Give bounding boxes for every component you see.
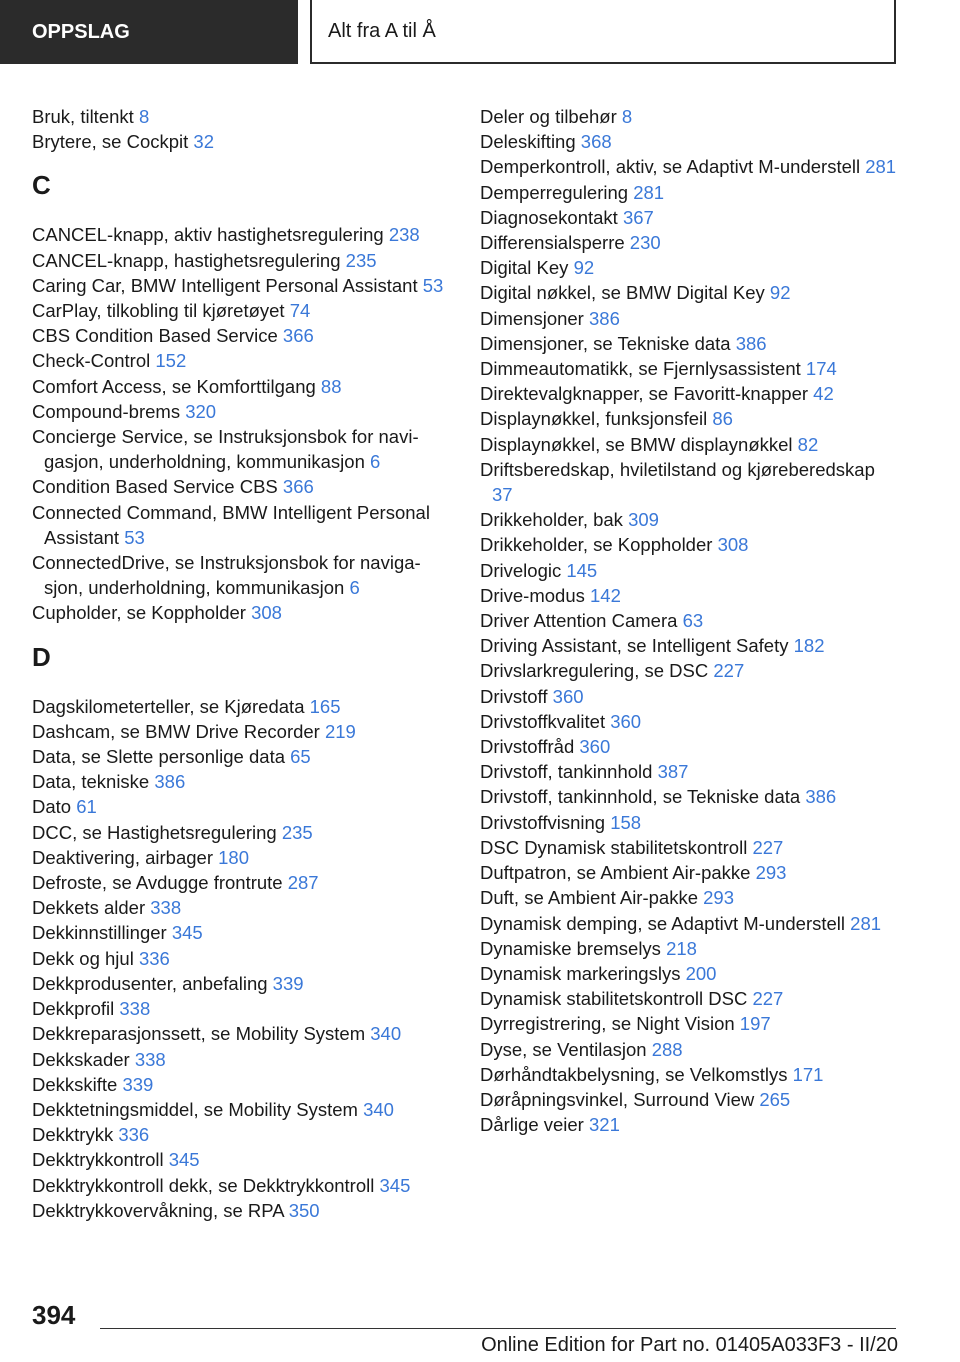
index-entry-term: Digital nøkkel, se BMW Digital Key: [480, 282, 765, 304]
index-entry-term: CBS Condition Based Service: [32, 325, 278, 347]
index-entry-term: Deler og tilbehør: [480, 106, 617, 127]
index-entry-term: Drivelogic: [480, 559, 562, 581]
index-entry: [480, 911, 900, 936]
index-entry-page-link[interactable]: 158: [610, 811, 642, 833]
index-entry-page-link[interactable]: 227: [713, 660, 745, 682]
index-entry: [480, 507, 900, 532]
index-entry-term: Drivslarkregulering, se DSC: [480, 660, 709, 682]
index-entry-term: Direktevalgknapper, se Favoritt-knapper: [480, 383, 809, 405]
index-entry-page-link[interactable]: 235: [345, 249, 377, 271]
index-entry-page-link[interactable]: 308: [251, 602, 282, 624]
index-entry-page-link[interactable]: 197: [739, 1013, 771, 1035]
index-entry: [480, 835, 900, 860]
index-entry-term: Drivstoffvisning: [480, 811, 606, 833]
index-entry-page-link[interactable]: 218: [666, 937, 697, 959]
index-entry: [480, 230, 900, 255]
index-entry-term: Drivstoffråd: [480, 736, 575, 758]
section-tab: [0, 0, 298, 64]
index-entry-page-link[interactable]: 350: [288, 1199, 320, 1221]
index-entry-term: Driver Attention Camera: [480, 610, 678, 632]
index-entry: [32, 424, 452, 474]
index-entry-term: Duftpatron, se Ambient Air-pakke: [480, 862, 751, 884]
index-entry-term: Data, tekniske: [32, 771, 150, 793]
index-entry: [480, 961, 900, 986]
index-entry: [480, 1112, 900, 1137]
index-entry-term: Dynamiske bremselys: [480, 937, 661, 959]
chapter-title: Alt fra A til Å: [328, 19, 436, 42]
index-entry-page-link[interactable]: 340: [363, 1098, 394, 1120]
index-entry: [480, 583, 900, 608]
index-entry-page-link[interactable]: 86: [712, 408, 733, 430]
index-entry-term: Concierge Service, se Instruksjonsbok for navigasjon, underholdning, kommunikasjon: [32, 426, 419, 473]
index-entry-term: Dagskilometerteller, se Kjøredata: [32, 695, 305, 717]
index-entry-term: Dørhåndtakbelysning, se Velkomstlys: [480, 1063, 788, 1085]
index-entry-page-link[interactable]: 293: [755, 862, 787, 884]
index-entry: [480, 986, 900, 1011]
index-entry: [32, 946, 452, 971]
index-entry: [32, 971, 452, 996]
index-entry-page-link[interactable]: 174: [805, 358, 837, 380]
index-entry-page-link[interactable]: 82: [797, 433, 819, 455]
index-entry-page-link[interactable]: 200: [685, 962, 717, 984]
index-entry-page-link[interactable]: 180: [218, 846, 249, 868]
index-entry: [480, 255, 900, 280]
page-number: 394: [32, 1300, 76, 1330]
index-entry: [480, 104, 900, 129]
index-entry-term: Dekktrykkontroll dekk, se Dekktrykkontroll: [32, 1174, 375, 1196]
index-entry-page-link[interactable]: 171: [792, 1063, 824, 1085]
index-entry-term: Connected Command, BMW Intelligent Personal Assistant: [32, 501, 430, 548]
index-entry-term: Drikkeholder, se Koppholder: [480, 534, 713, 556]
index-entry-term: Dekkskifte: [32, 1073, 118, 1095]
index-entry-page-link[interactable]: 65: [290, 746, 311, 768]
index-entry-page-link[interactable]: 182: [793, 635, 825, 657]
index-entry: [480, 154, 900, 179]
index-entry-page-link[interactable]: 339: [272, 972, 304, 994]
index-entry-term: Dekktrykk: [32, 1124, 114, 1146]
index-entry: [32, 298, 452, 323]
index-entry-page-link[interactable]: 265: [759, 1088, 791, 1110]
index-entry: [32, 273, 452, 298]
index-entry: [32, 1122, 452, 1147]
index-entry-page-link[interactable]: 8: [621, 106, 633, 127]
index-entry-page-link[interactable]: 366: [282, 476, 314, 498]
index-entry-term: Dekkreparasjonssett, se Mobility System: [32, 1023, 366, 1045]
index-entry: [32, 845, 452, 870]
footer-divider: [100, 1328, 896, 1329]
index-entry-term: ConnectedDrive, se Instruksjonsbok for navigasjon, underholdning, kommunikasjon: [32, 552, 421, 599]
index-entry-page-link[interactable]: 368: [580, 131, 612, 153]
index-entry: [32, 222, 452, 247]
index-entry-term: Dekkskader: [32, 1048, 130, 1070]
index-entry: [32, 374, 452, 399]
index-entry: [32, 474, 452, 499]
index-entry: [480, 734, 900, 759]
index-entry: [480, 608, 900, 633]
index-entry: [32, 1047, 452, 1072]
index-entry: [32, 895, 452, 920]
index-entry-term: Drivstoff, tankinnhold: [480, 761, 653, 783]
index-entry: [32, 323, 452, 348]
index-entry: [480, 1062, 900, 1087]
index-entry: [32, 1147, 452, 1172]
index-entry: [32, 399, 452, 424]
index-entry-page-link[interactable]: 360: [610, 710, 642, 732]
index-letter-heading: D: [32, 641, 51, 672]
section-label: OPPSLAG: [32, 20, 130, 43]
index-entry: [480, 709, 900, 734]
index-entry-term: Data, se Slette personlige data: [32, 746, 285, 768]
index-entry-term: Dato: [32, 796, 72, 818]
index-entry-page-link[interactable]: 308: [717, 534, 749, 556]
index-entry-page-link[interactable]: 345: [379, 1174, 411, 1196]
index-entry: [32, 794, 452, 819]
index-entry: [32, 600, 452, 625]
index-entry-page-link[interactable]: 142: [590, 584, 621, 606]
index-entry-term: Drivstoff: [480, 685, 548, 707]
index-entry: [32, 1198, 452, 1223]
index-entry-page-link[interactable]: 338: [134, 1048, 166, 1070]
index-entry-term: Defroste, se Avdugge frontrute: [32, 872, 283, 894]
index-entry: [32, 694, 452, 719]
index-entry: [32, 1072, 452, 1097]
index-entry-page-link[interactable]: 227: [752, 836, 784, 858]
index-entry: [32, 348, 452, 373]
index-entry: [32, 870, 452, 895]
index-entry-page-link[interactable]: 386: [154, 771, 186, 793]
index-entry-page-link[interactable]: 345: [168, 1149, 200, 1171]
index-entry-page-link[interactable]: 235: [281, 821, 313, 843]
index-entry-term: Bruk, tiltenkt: [32, 106, 134, 127]
index-entry-term: Check-Control: [32, 350, 151, 372]
index-entry: [480, 406, 900, 431]
index-entry-page-link[interactable]: 8: [138, 106, 150, 127]
index-entry: [480, 381, 900, 406]
index-entry-term: Drive-modus: [480, 584, 585, 606]
index-entry-page-link[interactable]: 293: [703, 887, 735, 909]
index-entry-page-link[interactable]: 281: [850, 912, 882, 934]
index-entry: [32, 129, 452, 154]
index-entry: [480, 885, 900, 910]
index-entry-term: Differensialsperre: [480, 232, 625, 254]
index-entry-term: Driving Assistant, se Intelligent Safety: [480, 635, 789, 657]
index-entry-term: Comfort Access, se Komforttilgang: [32, 375, 316, 397]
index-entry: [32, 104, 452, 129]
index-entry-page-link[interactable]: 345: [171, 922, 203, 944]
index-letter-heading: C: [32, 170, 51, 201]
index-entry-term: Dekkprofil: [32, 998, 115, 1020]
index-entry: [480, 558, 900, 583]
index-entry: [480, 331, 900, 356]
index-entry-page-link[interactable]: 287: [287, 872, 319, 894]
index-entry-page-link[interactable]: 88: [320, 375, 342, 397]
index-entry: [480, 810, 900, 835]
index-entry-page-link[interactable]: 227: [752, 988, 784, 1010]
index-entry: [32, 769, 452, 794]
index-entry: [32, 744, 452, 769]
index-entry-page-link[interactable]: 53: [124, 526, 145, 548]
index-entry-term: Dynamisk markeringslys: [480, 962, 681, 984]
index-entry-term: Dimensjoner: [480, 307, 584, 329]
index-entry-page-link[interactable]: 281: [865, 156, 897, 178]
index-entry: [32, 1173, 452, 1198]
index-entry-page-link[interactable]: 281: [633, 181, 665, 203]
index-entry-term: Dekktrykkovervåkning, se RPA: [32, 1199, 284, 1221]
index-entry-term: Dynamisk demping, se Adaptivt M-understell: [480, 912, 846, 934]
index-entry-page-link[interactable]: 321: [589, 1114, 620, 1136]
index-entry: [32, 719, 452, 744]
index-entry: [480, 658, 900, 683]
index-entry: [480, 356, 900, 381]
index-entry: [32, 1097, 452, 1122]
index-entry-term: Dårlige veier: [480, 1114, 584, 1136]
index-entry-term: Diagnosekontakt: [480, 206, 618, 228]
index-entry: [32, 500, 452, 550]
index-entry-term: Deaktivering, airbager: [32, 846, 213, 868]
index-entry-term: Displaynøkkel, funksjonsfeil: [480, 408, 708, 430]
index-entry-term: Drivstoffkvalitet: [480, 710, 606, 732]
index-entry: [480, 633, 900, 658]
index-column-left: [32, 104, 452, 1223]
index-entry-page-link[interactable]: 338: [119, 998, 151, 1020]
index-entry-page-link[interactable]: 320: [185, 400, 217, 422]
index-entry-page-link[interactable]: 37: [492, 484, 513, 506]
index-entry-page-link[interactable]: 152: [155, 350, 187, 372]
index-entry: [32, 248, 452, 273]
index-entry-term: CarPlay, tilkobling til kjøretøyet: [32, 300, 285, 322]
index-entry-term: Dashcam, se BMW Drive Recorder: [32, 720, 320, 742]
index-entry-term: Cupholder, se Koppholder: [32, 602, 246, 624]
index-entry-page-link[interactable]: 386: [805, 786, 837, 808]
index-entry-page-link[interactable]: 309: [628, 509, 659, 531]
index-entry-term: Dekk og hjul: [32, 947, 134, 969]
index-entry-page-link[interactable]: 338: [150, 897, 182, 919]
index-entry: [480, 205, 900, 230]
index-entry-page-link[interactable]: 92: [769, 282, 791, 304]
index-entry: [480, 860, 900, 885]
index-entry-page-link[interactable]: 360: [552, 685, 584, 707]
index-entry: [32, 920, 452, 945]
index-entry-page-link[interactable]: 32: [193, 131, 214, 153]
index-entry-page-link[interactable]: 230: [629, 232, 661, 254]
index-entry-term: Duft, se Ambient Air-pakke: [480, 887, 698, 909]
index-entry-term: Dekktrykkontroll: [32, 1149, 164, 1171]
index-entry: [480, 306, 900, 331]
index-entry-page-link[interactable]: 6: [349, 577, 360, 599]
index-entry-term: Dekkinnstillinger: [32, 922, 167, 944]
index-entry-term: Dimmeautomatikk, se Fjernlysassistent: [480, 358, 801, 380]
index-entry-term: Døråpningsvinkel, Surround View: [480, 1088, 755, 1110]
index-entry-page-link[interactable]: 53: [422, 274, 444, 296]
index-entry-term: DSC Dynamisk stabilitetskontroll: [480, 836, 748, 858]
index-entry-term: Demperregulering: [480, 181, 629, 203]
index-entry-term: Dynamisk stabilitetskontroll DSC: [480, 988, 748, 1010]
index-entry: [32, 996, 452, 1021]
index-entry-term: Dekktetningsmiddel, se Mobility System: [32, 1098, 358, 1120]
index-entry-page-link[interactable]: 340: [370, 1023, 402, 1045]
index-entry-term: Dyse, se Ventilasjon: [480, 1038, 647, 1060]
index-entry: [480, 784, 900, 809]
index-entry: [480, 759, 900, 784]
index-entry: [32, 1021, 452, 1046]
index-entry-page-link[interactable]: 74: [289, 300, 311, 322]
edition-note: Online Edition for Part no. 01405A033F3 - II/20: [481, 1334, 898, 1356]
index-entry: [480, 432, 900, 457]
index-entry-page-link[interactable]: 61: [76, 796, 97, 818]
index-entry-page-link[interactable]: 336: [118, 1124, 150, 1146]
index-entry-term: Brytere, se Cockpit: [32, 131, 189, 153]
index-entry-page-link[interactable]: 360: [579, 736, 611, 758]
index-entry: [480, 684, 900, 709]
index-entry: [480, 1087, 900, 1112]
index-entry-term: Caring Car, BMW Intelligent Personal Assistant: [32, 274, 418, 296]
index-entry-term: Condition Based Service CBS: [32, 476, 278, 498]
index-entry-term: Dimensjoner, se Tekniske data: [480, 332, 731, 354]
index-entry-page-link[interactable]: 386: [735, 332, 767, 354]
index-entry-page-link[interactable]: 238: [388, 224, 420, 246]
index-entry-term: Displaynøkkel, se BMW displaynøkkel: [480, 433, 793, 455]
index-entry-term: Driftsberedskap, hviletilstand og kjøreberedskap: [480, 458, 875, 480]
index-entry-page-link[interactable]: 92: [573, 257, 595, 279]
index-entry: [32, 550, 452, 600]
index-entry-page-link[interactable]: 42: [813, 383, 834, 405]
index-entry: [480, 1011, 900, 1036]
index-entry-term: Compound-brems: [32, 400, 181, 422]
index-column-right: [480, 104, 900, 1137]
index-entry-page-link[interactable]: 367: [622, 206, 654, 228]
index-entry-page-link[interactable]: 336: [138, 947, 170, 969]
chapter-header: [310, 0, 896, 64]
index-entry: [480, 129, 900, 154]
index-entry-term: Dekkets alder: [32, 897, 146, 919]
index-entry-page-link[interactable]: 387: [657, 761, 689, 783]
index-entry-page-link[interactable]: 6: [370, 451, 381, 473]
index-entry-term: Drivstoff, tankinnhold, se Tekniske data: [480, 786, 801, 808]
index-entry-page-link[interactable]: 339: [122, 1073, 154, 1095]
index-entry-term: Dyrregistrering, se Night Vision: [480, 1013, 735, 1035]
index-entry-term: Deleskifting: [480, 131, 576, 153]
index-entry: [32, 820, 452, 845]
index-entry: [480, 457, 900, 507]
index-entry-page-link[interactable]: 165: [309, 695, 341, 717]
index-entry-term: Drikkeholder, bak: [480, 509, 623, 531]
index-entry-page-link[interactable]: 219: [324, 720, 356, 742]
index-entry-page-link[interactable]: 288: [651, 1038, 683, 1060]
index-entry-term: Demperkontroll, aktiv, se Adaptivt M-understell: [480, 156, 861, 178]
index-entry: [480, 280, 900, 305]
index-entry-page-link[interactable]: 366: [282, 325, 314, 347]
index-entry: [480, 936, 900, 961]
index-entry: [480, 532, 900, 557]
index-entry-term: CANCEL-knapp, aktiv hastighetsregulering: [32, 224, 384, 246]
index-entry-term: DCC, se Hastighetsregulering: [32, 821, 277, 843]
index-entry-term: Digital Key: [480, 257, 569, 279]
index-entry-page-link[interactable]: 63: [682, 610, 704, 632]
index-entry-page-link[interactable]: 386: [589, 307, 620, 329]
index-entry: [480, 180, 900, 205]
index-entry-term: Dekkprodusenter, anbefaling: [32, 972, 268, 994]
index-entry-term: CANCEL-knapp, hastighetsregulering: [32, 249, 341, 271]
index-entry: [480, 1037, 900, 1062]
index-entry-page-link[interactable]: 145: [566, 559, 598, 581]
